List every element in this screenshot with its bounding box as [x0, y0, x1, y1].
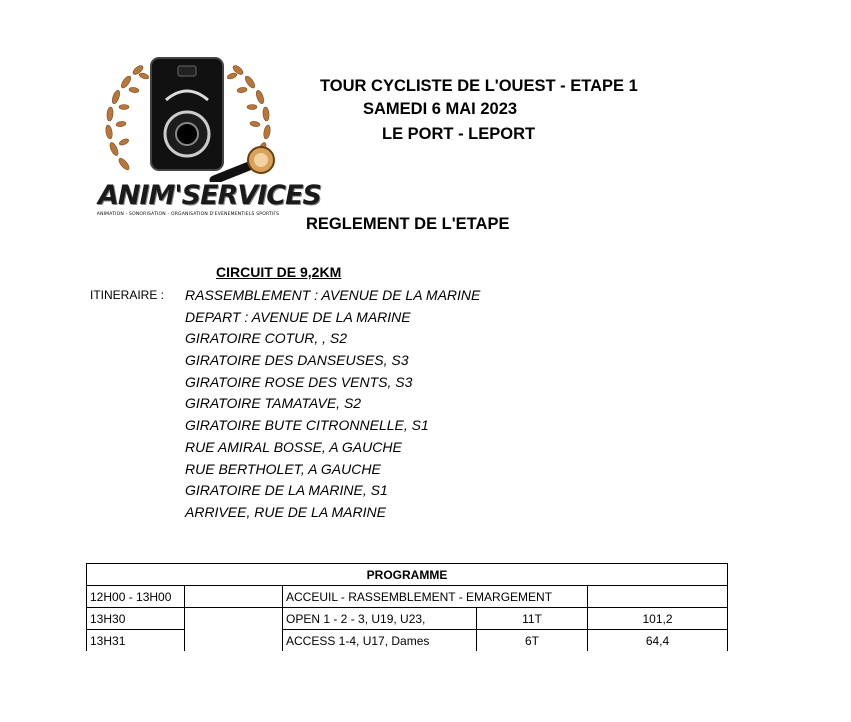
programme-distance — [588, 586, 728, 608]
itinerary-label: ITINERAIRE : — [90, 288, 165, 302]
programme-spacer — [185, 586, 283, 608]
itinerary-list — [185, 285, 480, 524]
programme-spacer — [185, 630, 283, 652]
table-row — [87, 608, 728, 630]
event-date: SAMEDI 6 MAI 2023 — [363, 100, 518, 118]
itinerary-item: RUE AMIRAL BOSSE, A GAUCHE — [185, 438, 402, 455]
reglement-heading: REGLEMENT DE L'ETAPE — [306, 215, 510, 233]
circuit-heading: CIRCUIT DE 9,2KM — [216, 264, 342, 280]
itinerary-item: GIRATOIRE COTUR, , S2 — [185, 330, 348, 347]
programme-event: OPEN 1 - 2 - 3, U19, U23, — [283, 608, 477, 630]
programme-distance: 64,4 — [588, 630, 728, 652]
itinerary-item: GIRATOIRE BUTE CITRONNELLE, S1 — [185, 417, 429, 434]
logo-tagline: ANIMATION - SONORISATION - ORGANISATION D'EVENEMENTIELS SPORTIFS — [96, 212, 280, 217]
programme-time: 12H00 - 13H00 — [87, 586, 185, 608]
itinerary-item: GIRATOIRE TAMATAVE, S2 — [185, 395, 362, 412]
programme-title: PROGRAMME — [87, 564, 728, 586]
itinerary-item: GIRATOIRE ROSE DES VENTS, S3 — [185, 373, 413, 390]
table-row — [87, 586, 728, 608]
programme-event: ACCEUIL - RASSEMBLEMENT - EMARGEMENT — [283, 586, 588, 608]
programme-laps: 11T — [477, 608, 588, 630]
itinerary-item: ARRIVEE, RUE DE LA MARINE — [185, 503, 386, 520]
programme-event: ACCESS 1-4, U17, Dames — [283, 630, 477, 652]
programme-laps: 6T — [477, 630, 588, 652]
programme-time: 13H31 — [87, 630, 185, 652]
itinerary-item: GIRATOIRE DES DANSEUSES, S3 — [185, 352, 409, 369]
table-row — [87, 630, 728, 652]
itinerary-item: GIRATOIRE DE LA MARINE, S1 — [185, 482, 388, 499]
programme-spacer — [185, 608, 283, 630]
event-location: LE PORT - LEPORT — [382, 125, 536, 143]
itinerary-item: DEPART : AVENUE DE LA MARINE — [185, 308, 411, 325]
programme-distance: 101,2 — [588, 608, 728, 630]
anim-services-logo — [96, 52, 321, 220]
itinerary-item: RASSEMBLEMENT : AVENUE DE LA MARINE — [185, 287, 481, 303]
programme-time: 13H30 — [87, 608, 185, 630]
logo-brand-text: ANIM'SERVICES — [98, 180, 321, 211]
speaker-microphone-icon — [96, 52, 280, 182]
event-title: TOUR CYCLISTE DE L'OUEST - ETAPE 1 — [320, 77, 638, 95]
itinerary-item: RUE BERTHOLET, A GAUCHE — [185, 460, 381, 477]
programme-table — [86, 563, 728, 651]
